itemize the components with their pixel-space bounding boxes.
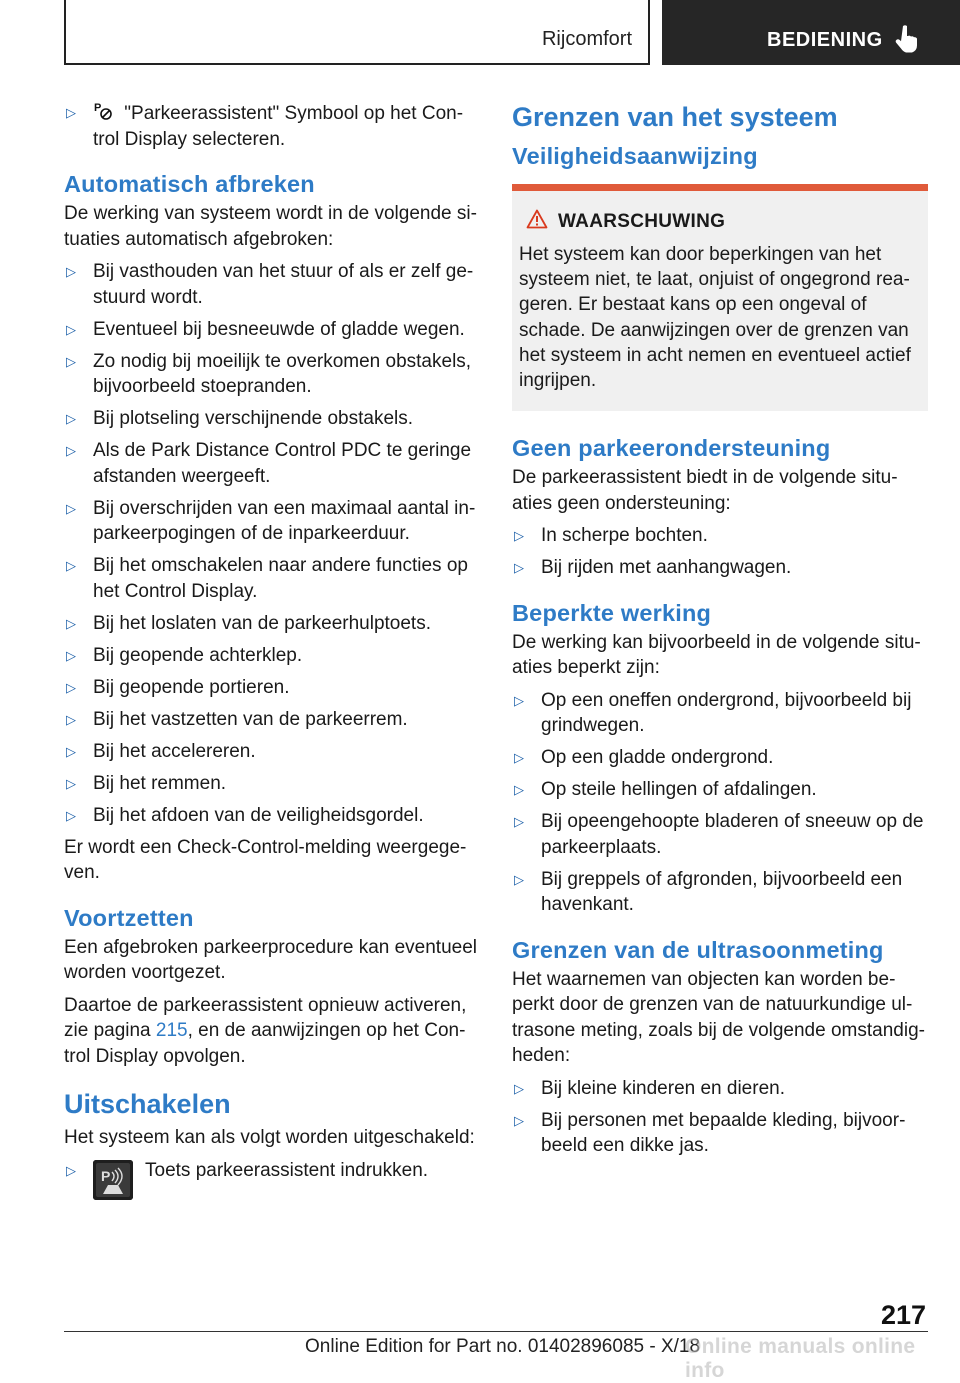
page-number: 217 xyxy=(880,1300,926,1330)
list-item-text: Bij rijden met aanhangwagen. xyxy=(541,557,792,579)
list-item xyxy=(64,317,480,343)
cont-text-1: Een afgebroken parkeerprocedure kan eventueel worden voortgezet. xyxy=(64,936,478,983)
auto-after-text: Er wordt een Check-Control-melding weergegeven. xyxy=(64,836,467,883)
right-column xyxy=(512,100,928,1165)
header-chapter-title: BEDIENING xyxy=(767,29,883,51)
off-text: Het systeem kan als volgt worden uitgeschakeld: xyxy=(64,1127,475,1148)
auto-list xyxy=(64,259,480,828)
triangle-right-icon: ▷ xyxy=(66,264,76,279)
parking-button-icon xyxy=(93,1160,133,1200)
footer-edition: Online Edition for Part no. 01402896085 - X/18 xyxy=(305,1336,701,1357)
list-item xyxy=(512,555,928,581)
triangle-right-icon: ▷ xyxy=(514,871,524,887)
nosupport-text: De parkeerassistent biedt in de volgende situaties geen ondersteuning: xyxy=(512,467,898,514)
list-item-text: Op een gladde ondergrond. xyxy=(541,747,774,769)
list-item xyxy=(64,739,480,765)
header-chapter-box xyxy=(662,0,960,65)
safety-heading: Veiligheidsaanwijzing xyxy=(512,143,758,169)
list-item xyxy=(64,1158,480,1202)
list-item-text: Bij het accelereren. xyxy=(93,740,256,762)
triangle-right-icon: ▷ xyxy=(514,750,524,766)
list-item xyxy=(64,675,480,701)
limited-text: De werking kan bijvoorbeeld in de volgende situaties beperkt zijn: xyxy=(512,631,921,679)
intro-list xyxy=(64,100,480,152)
triangle-right-icon: ▷ xyxy=(66,105,76,120)
list-item xyxy=(64,438,480,489)
list-item xyxy=(512,1108,928,1159)
list-item-text: Bij personen met bepaalde kleding, bijvoorbeeld een dikke jas. xyxy=(541,1109,906,1157)
list-item xyxy=(512,809,928,860)
off-list xyxy=(64,1158,480,1202)
triangle-right-icon: ▷ xyxy=(514,814,524,830)
list-item xyxy=(512,777,928,803)
triangle-right-icon: ▷ xyxy=(66,679,76,695)
svg-text:P: P xyxy=(101,1167,111,1184)
warning-triangle-icon xyxy=(526,209,548,229)
triangle-right-icon: ▷ xyxy=(66,615,76,631)
triangle-right-icon: ▷ xyxy=(66,1162,76,1178)
ultra-heading: Grenzen van de ultrasoonmeting xyxy=(512,936,884,963)
list-item-text: Eventueel bij besneeuwde of gladde wegen. xyxy=(93,318,465,340)
svg-text:P: P xyxy=(94,102,102,114)
list-item xyxy=(64,496,480,547)
cont-heading: Voortzetten xyxy=(64,904,194,931)
list-item-text: Bij het afdoen van de veiligheidsgordel. xyxy=(93,804,424,826)
limited-heading: Beperkte werking xyxy=(512,599,712,626)
cont-text-2b: , en de aanwijzingen op het Control Display opvolgen. xyxy=(64,1020,466,1067)
nosupport-list xyxy=(512,523,928,581)
cont-text-2a: Daartoe de parkeerassistent opnieuw activeren, zie pagina xyxy=(64,994,467,1041)
intro-item-text: "Parkeerassistent" Symbool op het Control Display selecteren. xyxy=(93,103,464,150)
triangle-right-icon: ▷ xyxy=(66,711,76,727)
ultra-list xyxy=(512,1076,928,1159)
hand-pointer-icon xyxy=(894,24,920,54)
triangle-right-icon: ▷ xyxy=(66,443,76,458)
list-item xyxy=(512,688,928,739)
list-item-text: Als de Park Distance Control PDC te geringe afstanden weergeeft. xyxy=(93,440,472,487)
left-column xyxy=(64,100,480,1208)
off-item-text: Toets parkeerassistent indrukken. xyxy=(145,1159,429,1181)
ultra-text: Het waarnemen van objecten kan worden beperkt door de grenzen van de natuurkundige ultrasone meting, zoals bij de volgende omstandigheden: xyxy=(512,968,925,1067)
list-item-text: Bij het remmen. xyxy=(93,772,227,794)
auto-text: De werking van systeem wordt in de volgende situaties automatisch afgebroken: xyxy=(64,203,477,250)
list-item xyxy=(64,643,480,669)
list-item-text: Bij opeengehoopte bladeren of sneeuw op de parkeerplaats. xyxy=(541,811,924,858)
list-item-text: Bij vasthouden van het stuur of als er zelf gestuurd wordt. xyxy=(93,261,474,308)
list-item xyxy=(64,406,480,432)
off-heading: Uitschakelen xyxy=(64,1089,231,1119)
warning-text: Het systeem kan door beperkingen van het systeem niet, te laat, onjuist of ongegrond reageren. Er bestaat kans op een ongeval of schade. De aanwijzingen over de grenzen van het systeem in acht nemen en eventueel actief ingrijpen. xyxy=(519,244,911,392)
triangle-right-icon: ▷ xyxy=(66,743,76,759)
list-item xyxy=(512,1076,928,1102)
list-item xyxy=(64,771,480,797)
list-item xyxy=(64,259,480,310)
list-item-text: Bij plotseling verschijnende obstakels. xyxy=(93,408,414,429)
list-item-text: Bij het loslaten van de parkeerhulptoets. xyxy=(93,612,431,634)
triangle-right-icon: ▷ xyxy=(66,647,76,663)
warning-title xyxy=(558,211,920,233)
warning-title-text: WAARSCHUWING xyxy=(558,211,726,232)
list-item-text: Zo nodig bij moeilijk te overkomen obstakels, bijvoorbeeld stoepranden. xyxy=(93,350,472,397)
main-heading: Grenzen van het systeem xyxy=(512,102,838,132)
list-item xyxy=(64,707,480,733)
warning-bar xyxy=(512,184,928,191)
list-item xyxy=(64,803,480,829)
triangle-right-icon: ▷ xyxy=(66,500,76,516)
list-item-text: Op een oneffen ondergrond, bijvoorbeeld bij grindwegen. xyxy=(541,689,912,737)
page-link[interactable]: 215 xyxy=(155,1020,188,1041)
triangle-right-icon: ▷ xyxy=(66,775,76,791)
parking-assistant-icon xyxy=(93,100,115,122)
list-item xyxy=(64,100,480,152)
auto-heading: Automatisch afbreken xyxy=(64,171,315,197)
list-item-text: Bij kleine kinderen en dieren. xyxy=(541,1077,785,1099)
header-section-title: Rijcomfort xyxy=(541,28,632,50)
list-item xyxy=(64,349,480,400)
cont-text-2 xyxy=(64,993,480,1070)
triangle-right-icon: ▷ xyxy=(66,411,76,426)
list-item-text: Bij geopende achterklep. xyxy=(93,644,303,666)
warning-box xyxy=(512,191,928,411)
watermark: Online manuals online info xyxy=(685,1335,916,1382)
list-item-text: Bij overschrijden van een maximaal aantal inparkeerpogingen of de inparkeerduur. xyxy=(93,497,476,544)
list-item xyxy=(512,523,928,549)
list-item-text: In scherpe bochten. xyxy=(541,525,708,547)
triangle-right-icon: ▷ xyxy=(66,353,76,369)
triangle-right-icon: ▷ xyxy=(514,1112,524,1128)
list-item xyxy=(512,745,928,771)
list-item xyxy=(64,611,480,637)
list-item xyxy=(64,553,480,604)
triangle-right-icon: ▷ xyxy=(66,807,76,823)
triangle-right-icon: ▷ xyxy=(514,528,524,544)
triangle-right-icon: ▷ xyxy=(514,692,524,708)
triangle-right-icon: ▷ xyxy=(514,782,524,798)
list-item-text: Op steile hellingen of afdalingen. xyxy=(541,779,817,801)
list-item-text: Bij greppels of afgronden, bijvoorbeeld een havenkant. xyxy=(541,868,903,916)
triangle-right-icon: ▷ xyxy=(514,560,524,576)
list-item-text: Bij het vastzetten van de parkeerrem. xyxy=(93,708,408,730)
triangle-right-icon: ▷ xyxy=(66,558,76,573)
list-item-text: Bij geopende portieren. xyxy=(93,676,290,698)
header-section-box xyxy=(64,0,650,65)
list-item-text: Bij het omschakelen naar andere functies op het Control Display. xyxy=(93,555,468,602)
nosupport-heading: Geen parkeerondersteuning xyxy=(512,435,831,462)
triangle-right-icon: ▷ xyxy=(66,321,76,337)
list-item xyxy=(512,867,928,918)
triangle-right-icon: ▷ xyxy=(514,1080,524,1096)
limited-list xyxy=(512,688,928,918)
footer-divider xyxy=(64,1331,928,1332)
